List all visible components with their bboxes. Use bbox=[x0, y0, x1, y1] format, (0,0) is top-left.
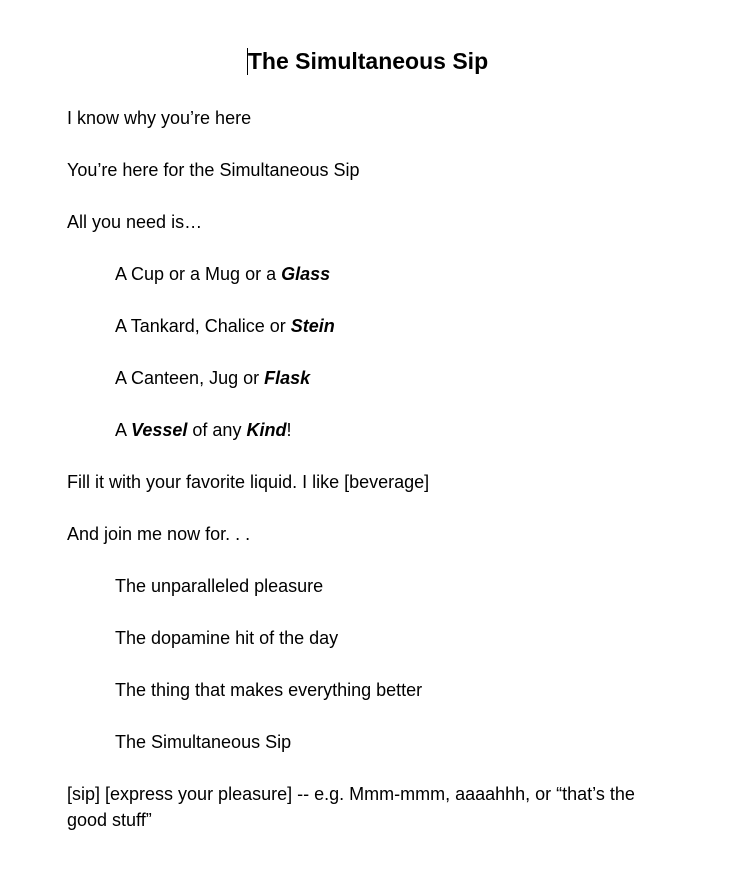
indented-line-canteen-text: A Canteen, Jug or bbox=[115, 368, 265, 388]
title-text-wrapper[interactable] bbox=[248, 46, 488, 76]
indented-line-canteen bbox=[115, 365, 310, 391]
vessel-line-prefix: A bbox=[115, 420, 132, 440]
paragraph-sip-instruction: [sip] [express your pleasure] -- e.g. Mmm-mmm, aaaahhh, or “that’s the good stuff” bbox=[67, 784, 635, 830]
paragraph-fill: Fill it with your favorite liquid. I like [beverage] bbox=[67, 472, 430, 492]
title-text: The Simultaneous Sip bbox=[247, 48, 489, 74]
emphasis-glass: Glass bbox=[281, 264, 331, 284]
emphasis-stein: Stein bbox=[290, 316, 335, 336]
indented-line-tankard-text: A Tankard, Chalice or bbox=[115, 316, 291, 336]
emphasis-vessel: Vessel bbox=[131, 420, 188, 440]
paragraph-2: You’re here for the Simultaneous Sip bbox=[67, 160, 360, 180]
document-title bbox=[0, 46, 736, 76]
vessel-line-suffix: ! bbox=[286, 420, 292, 440]
indented-line-cup-text: A Cup or a Mug or a bbox=[115, 264, 282, 284]
indented-line-dopamine: The dopamine hit of the day bbox=[115, 628, 339, 648]
paragraph-3: All you need is… bbox=[67, 212, 203, 232]
text-cursor bbox=[247, 48, 248, 75]
emphasis-flask: Flask bbox=[264, 368, 311, 388]
indented-line-pleasure: The unparalleled pleasure bbox=[115, 576, 324, 596]
indented-line-tankard bbox=[115, 313, 335, 339]
vessel-line-middle: of any bbox=[187, 420, 247, 440]
indented-line-better: The thing that makes everything better bbox=[115, 680, 423, 700]
paragraph-1: I know why you’re here bbox=[67, 108, 252, 128]
paragraph-join: And join me now for. . . bbox=[67, 524, 251, 544]
indented-line-cup bbox=[115, 261, 330, 287]
emphasis-kind: Kind bbox=[246, 420, 287, 440]
indented-line-simultaneous-sip: The Simultaneous Sip bbox=[115, 732, 292, 752]
indented-line-vessel bbox=[115, 417, 291, 443]
